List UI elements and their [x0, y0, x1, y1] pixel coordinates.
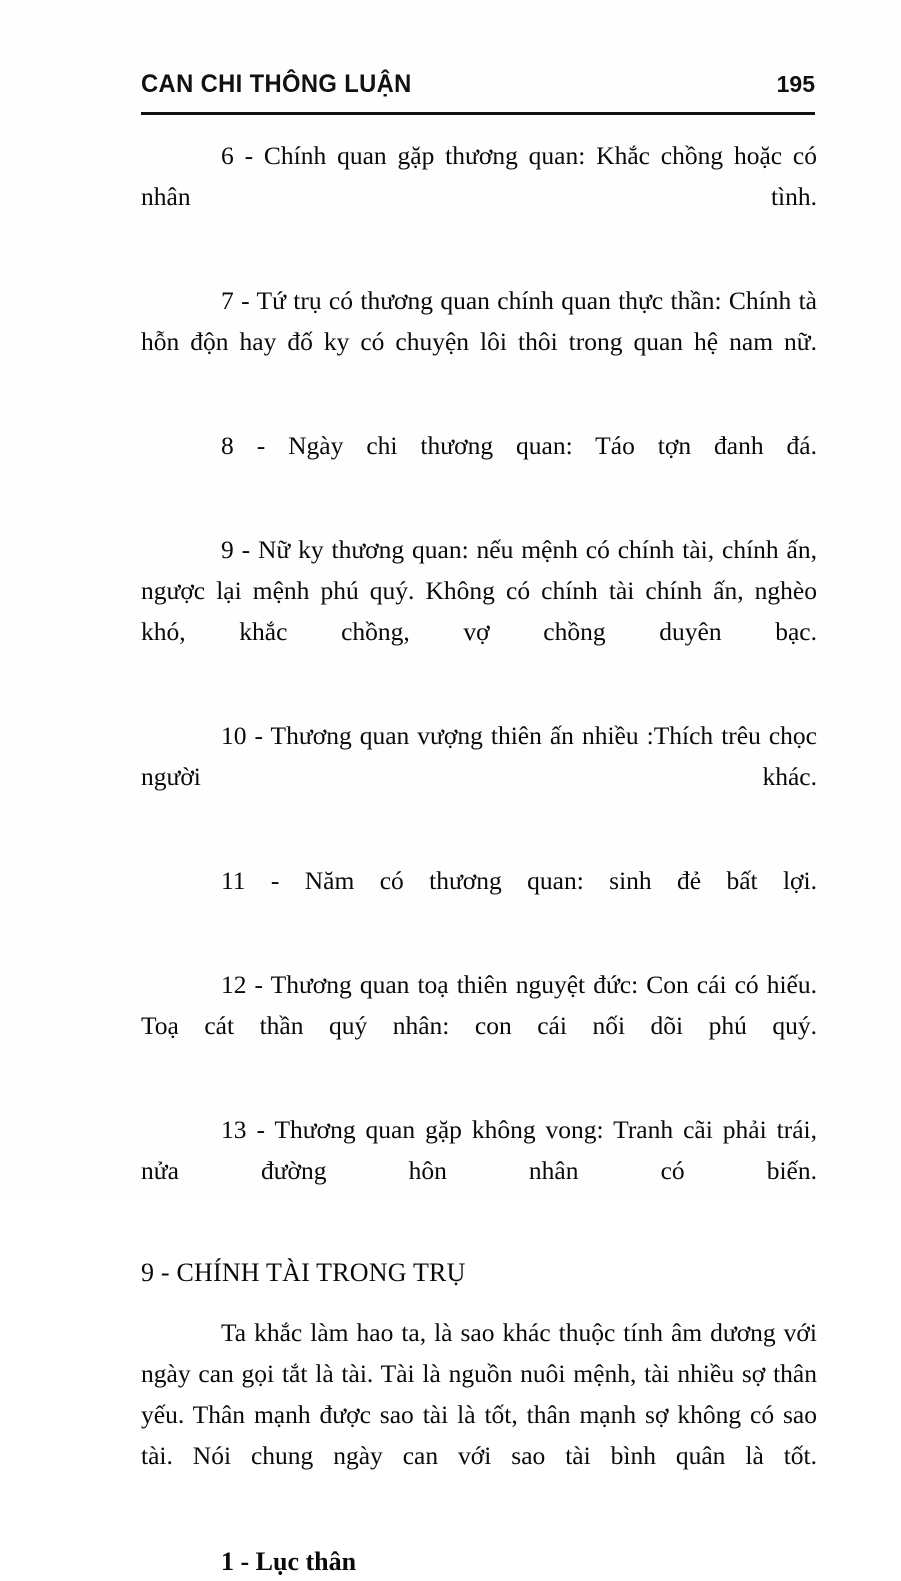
paragraph-item-7: 7 - Tứ trụ có thương quan chính quan thực thần: Chính tà hỗn độn hay đố ky có chuyện lôi thôi trong quan hệ nam nữ. — [141, 286, 817, 356]
paragraph-section-body: Ta khắc làm hao ta, là sao khác thuộc tính âm dương với ngày can gọi tắt là tài. Tài là nguồn nuôi mệnh, tài nhiều sợ thân yếu. Thân mạnh được sao tài là tốt, thân mạnh sợ không có sao tài. Nói chung ngày can với sao tài bình quân là tốt. — [141, 1318, 817, 1470]
paragraph-item-12: 12 - Thương quan toạ thiên nguyệt đức: Con cái có hiếu. Toạ cát thần quý nhân: con cái nối dõi phú quý. — [141, 970, 817, 1040]
paragraph-spacer — [141, 942, 817, 964]
paragraph-item-10: 10 - Thương quan vượng thiên ấn nhiều :Thích trêu chọc người khác. — [141, 721, 817, 791]
paragraph-spacer — [141, 838, 817, 860]
paragraph-item-6: 6 - Chính quan gặp thương quan: Khắc chồng hoặc có nhân tình. — [141, 141, 817, 211]
paragraph-spacer — [141, 507, 817, 529]
paragraph-spacer — [141, 1232, 817, 1254]
heading-spacer — [141, 1292, 817, 1312]
paragraph-spacer — [141, 403, 817, 425]
paragraph-item-13: 13 - Thương quan gặp không vong: Tranh cãi phải trái, nửa đường hôn nhân có biến. — [141, 1115, 817, 1185]
section-heading-chinh-tai: 9 - CHÍNH TÀI TRONG TRỤ — [141, 1258, 466, 1287]
page-number: 195 — [776, 71, 815, 97]
text-column — [141, 135, 817, 1581]
paragraph-spacer — [141, 258, 817, 280]
running-header — [141, 72, 815, 97]
paragraph-spacer — [141, 1517, 817, 1543]
paragraph-spacer — [141, 693, 817, 715]
paragraph-item-8: 8 - Ngày chi thương quan: Táo tợn đanh đá. — [221, 431, 817, 460]
paragraph-spacer — [141, 1087, 817, 1109]
paragraph-item-11: 11 - Năm có thương quan: sinh đẻ bất lợi. — [221, 866, 817, 895]
running-header-title: CAN CHI THÔNG LUẬN — [141, 70, 412, 98]
sub-heading-luc-than: 1 - Lục thân — [221, 1547, 357, 1576]
paragraph-item-9: 9 - Nữ ky thương quan: nếu mệnh có chính tài, chính ấn, ngược lại mệnh phú quý. Không có chính tài chính ấn, nghèo khó, khắc chồng, vợ chồng duyên bạc. — [141, 535, 817, 646]
header-rule-divider — [141, 112, 815, 115]
